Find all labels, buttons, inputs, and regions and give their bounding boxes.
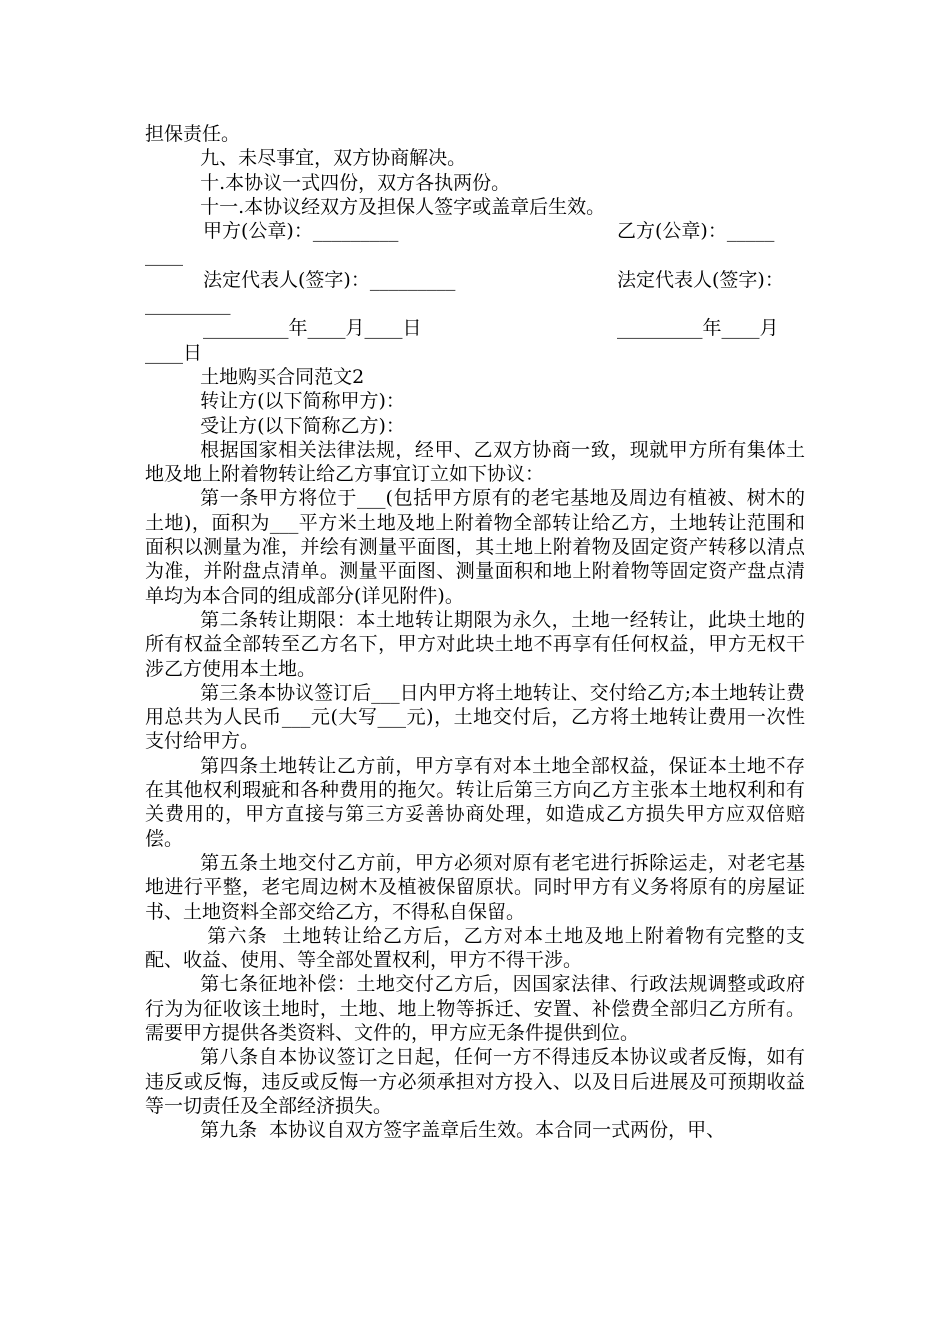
- clause-ten: 十.本协议一式四份，双方各执两份。: [200, 171, 511, 194]
- date-a: _________年____月____日: [203, 317, 422, 340]
- party-a-seal: 甲方(公章)：_________: [203, 220, 399, 243]
- transferor-line: 转让方(以下简称甲方)：: [200, 390, 405, 413]
- article-9: 第九条 本协议自双方签字盖章后生效。本合同一式两份，甲、: [200, 1119, 726, 1142]
- clause-nine: 九、未尽事宜，双方协商解决。: [200, 147, 467, 170]
- signature-seal-row: [145, 219, 805, 243]
- preamble-paragraph: 根据国家相关法律法规，经甲、乙双方协商一致，现就甲方所有集体土地及地上附着物转让给乙方事宜订立如下协议：: [145, 438, 805, 486]
- signature-date-row: [145, 316, 805, 340]
- article-5: 第五条土地交付乙方前，甲方必须对原有老宅进行拆除运走，对老宅基地进行平整，老宅周边树木及植被保留原状。同时甲方有义务将原有的房屋证书、土地资料全部交给乙方，不得私自保留。: [145, 851, 805, 923]
- section-title: 土地购买合同范文2: [200, 365, 365, 388]
- article-3: 第三条本协议签订后___日内甲方将土地转让、交付给乙方;本土地转让费用总共为人民币___元(大写___元)，土地交付后，乙方将土地转让费用一次性支付给甲方。: [145, 681, 805, 753]
- clause-eleven: 十一.本协议经双方及担保人签字或盖章后生效。: [200, 195, 606, 218]
- signature-rep-row: [145, 268, 805, 292]
- document-page: [145, 122, 805, 1142]
- transferee-line: 受让方(以下简称乙方)：: [200, 414, 405, 437]
- rep-b-signature: 法定代表人(签字)：: [617, 268, 784, 291]
- article-2: 第二条转让期限：本土地转让期限为永久，土地一经转让，此块土地的所有权益全部转至乙方名下，甲方对此块土地不再享有任何权益，甲方无权干涉乙方使用本土地。: [145, 608, 805, 680]
- article-1: 第一条甲方将位于___(包括甲方原有的老宅基地及周边有植被、树木的土地)，面积为___平方米土地及地上附着物全部转让给乙方，土地转让范围和面积以测量为准，并绘有测量平面图，其土地上附着物及固定资产转移以清点为准，并附盘点清单。测量平面图、测量面积和地上附着物等固定资产盘点清单均为本合同的组成部分(详见附件)。: [145, 487, 805, 607]
- article-8: 第八条自本协议签订之日起，任何一方不得违反本协议或者反悔，如有违反或反悔，违反或反悔一方必须承担对方投入、以及日后进展及可预期收益等一切责任及全部经济损失。: [145, 1046, 805, 1117]
- article-6: 第六条 土地转让给乙方后，乙方对本土地及地上附着物有完整的支配、收益、使用、等全部处置权利，甲方不得干涉。: [145, 924, 805, 972]
- party-b-seal: 乙方(公章)：_____: [617, 220, 775, 243]
- date-b: _________年____月: [617, 317, 779, 340]
- party-b-seal-wrap: ____: [145, 244, 183, 267]
- article-4: 第四条土地转让乙方前，甲方享有对本土地全部权益，保证本土地不存在其他权利瑕疵和各种费用的拖欠。转让后第三方向乙方主张本土地权利和有关费用的，甲方直接与第三方妥善协商处理，如造成乙方损失甲方应双倍赔偿。: [145, 754, 805, 850]
- rep-b-signature-wrap: _________: [145, 293, 231, 316]
- date-b-wrap: ____日: [145, 341, 203, 364]
- text-line-guarantee: 担保责任。: [145, 123, 241, 145]
- article-7: 第七条征地补偿：土地交付乙方后，因国家法律、行政法规调整或政府行为为征收该土地时，土地、地上物等拆迁、安置、补偿费全部归乙方所有。需要甲方提供各类资料、文件的，甲方应无条件提供到位。: [145, 973, 805, 1044]
- rep-a-signature: 法定代表人(签字)：_________: [203, 268, 456, 291]
